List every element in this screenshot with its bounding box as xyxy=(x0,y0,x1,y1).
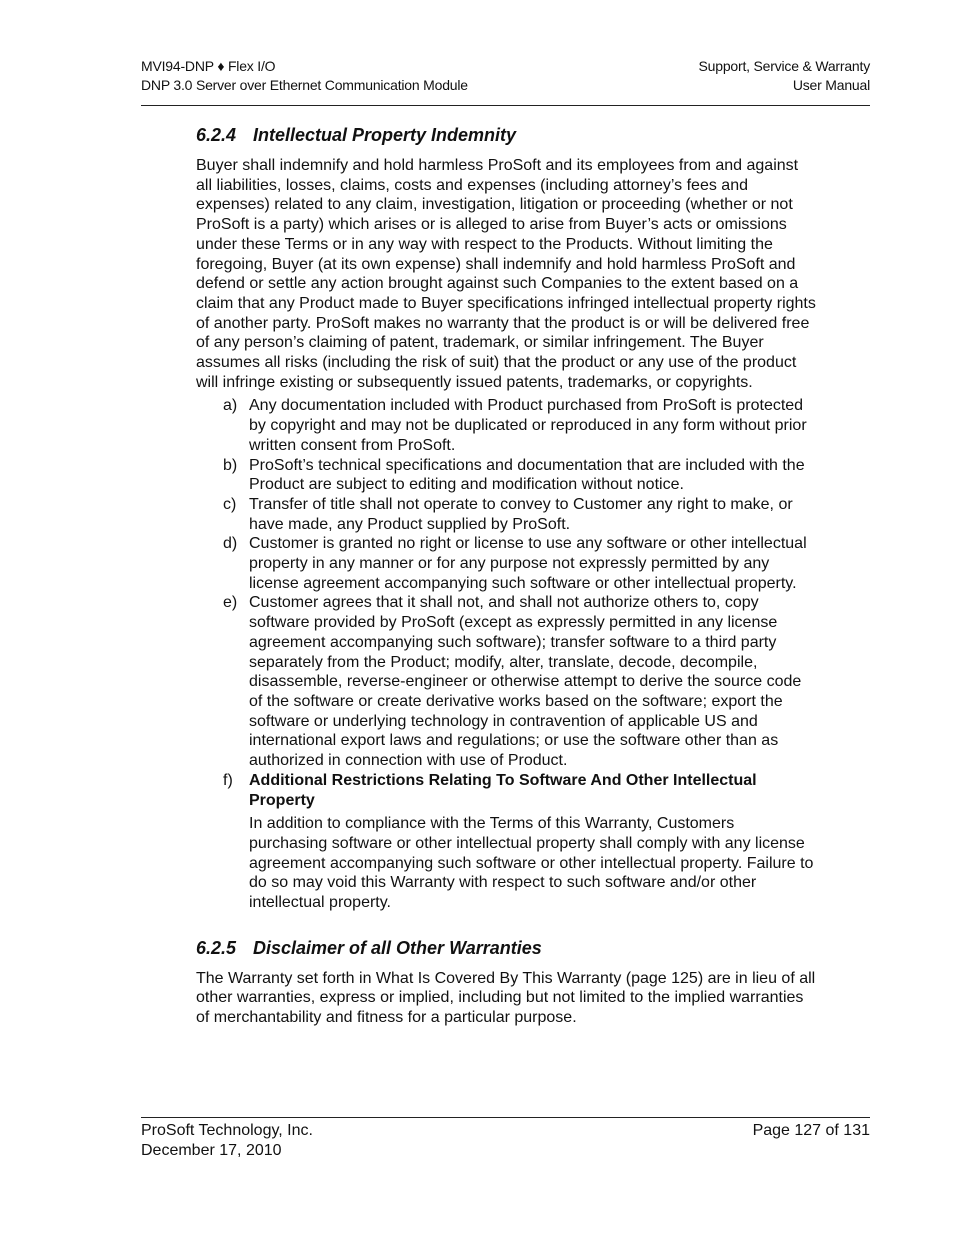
page-content xyxy=(196,124,816,1028)
list-item-title: Additional Restrictions Relating To Software And Other Intellectual Property xyxy=(249,771,757,809)
section-title: Intellectual Property Indemnity xyxy=(253,125,517,145)
section-disclaimer xyxy=(196,937,816,1028)
list-marker: f) xyxy=(223,771,233,789)
section-heading-disclaimer xyxy=(196,937,816,959)
list-item-text: Transfer of title shall not operate to convey to Customer any right to make, or have made, any Product supplied by ProSoft. xyxy=(249,495,793,533)
list-item xyxy=(196,456,816,495)
list-item-text: Customer agrees that it shall not, and shall not authorize others to, copy software provided by ProSoft (except as expressly permitted in any license agreement accompanying such software); transfer software to a third party separately from the Product; modify, alter, translate, decode, decompile, disassemble, reverse-engineer or otherwise attempt to derive the source code of the software or create derivative works based on the software; export the software or underlying technology in contravention of applicable US and international export laws and regulations; or use the software other than as authorized in connection with use of Product. xyxy=(249,594,802,770)
list-marker: e) xyxy=(223,594,238,612)
list-item-text: ProSoft’s technical specifications and documentation that are included with the Product are subject to editing and modification without notice. xyxy=(249,456,805,494)
list-item xyxy=(196,495,816,534)
section-heading-intellectual-property xyxy=(196,124,816,146)
header-left xyxy=(141,57,468,95)
list-item xyxy=(196,534,816,593)
header-manual: User Manual xyxy=(792,77,870,93)
section-title: Disclaimer of all Other Warranties xyxy=(253,937,542,958)
list-marker: d) xyxy=(223,535,238,553)
list-marker: c) xyxy=(223,495,237,513)
footer-date: December 17, 2010 xyxy=(141,1142,282,1159)
header-right xyxy=(699,57,870,95)
section-body-paragraph: Buyer shall indemnify and hold harmless ProSoft and its employees from and against all liabilities, losses, claims, costs and expenses (including attorney’s fees and expenses) related to any claim, investigation, litigation or proceeding (whether or not ProSoft is a party) which arises or is alleged to arise from Buyer’s acts or omissions under these Terms or in any way with respect to the Products. Without limiting the foregoing, Buyer (at its own expense) shall indemnify and hold harmless ProSoft and defend or settle any action brought against such Companies to the extent based on a claim that any Product made to Buyer specifications infringed intellectual property rights of another party. ProSoft makes no warranty that the product is or will be delivered free of any person’s claiming of patent, trademark, or similar infringement. The Buyer assumes all risks (including the risk of suit) that the product or any use of the product will infringe existing or subsequently issued patents, trademarks, or copyrights. xyxy=(196,157,816,391)
section-body-paragraph: The Warranty set forth in What Is Covered By This Warranty (page 125) are in lieu of all other warranties, express or implied, including but not limited to the implied warranties of merchantability and fitness for a particular purpose. xyxy=(196,969,816,1027)
header-module: DNP 3.0 Server over Ethernet Communication Module xyxy=(141,77,468,93)
list-item-text: Customer is granted no right or license to use any software or other intellectual property in any manner or for any purpose not expressly permitted by any license agreement accompanying such software or other intellectual property. xyxy=(249,535,807,592)
footer-company: ProSoft Technology, Inc. xyxy=(141,1122,313,1139)
list-item-additional-restrictions xyxy=(196,771,816,913)
list-marker: b) xyxy=(223,456,238,474)
list-item xyxy=(196,396,816,455)
page-header xyxy=(141,56,870,106)
section-number: 6.2.4 xyxy=(196,125,237,145)
list-marker: a) xyxy=(223,397,238,415)
header-product: MVI94-DNP ♦ Flex I/O xyxy=(141,58,276,74)
list-item-text: Any documentation included with Product purchased from ProSoft is protected by copyright and may not be duplicated or reproduced in any form without prior written consent from ProSoft. xyxy=(249,397,807,454)
page-number: Page 127 of 131 xyxy=(752,1122,870,1139)
page-footer xyxy=(141,1117,870,1161)
list-item xyxy=(196,593,816,770)
restriction-list xyxy=(196,396,816,912)
list-item-text: In addition to compliance with the Terms of this Warranty, Customers purchasing software or other intellectual property shall comply with any license agreement accompanying such software or other intellectual property. Failure to do so may void this Warranty with respect to such software and/or other intellectual property. xyxy=(249,815,814,912)
section-number: 6.2.5 xyxy=(196,937,237,958)
header-chapter: Support, Service & Warranty xyxy=(698,58,870,74)
